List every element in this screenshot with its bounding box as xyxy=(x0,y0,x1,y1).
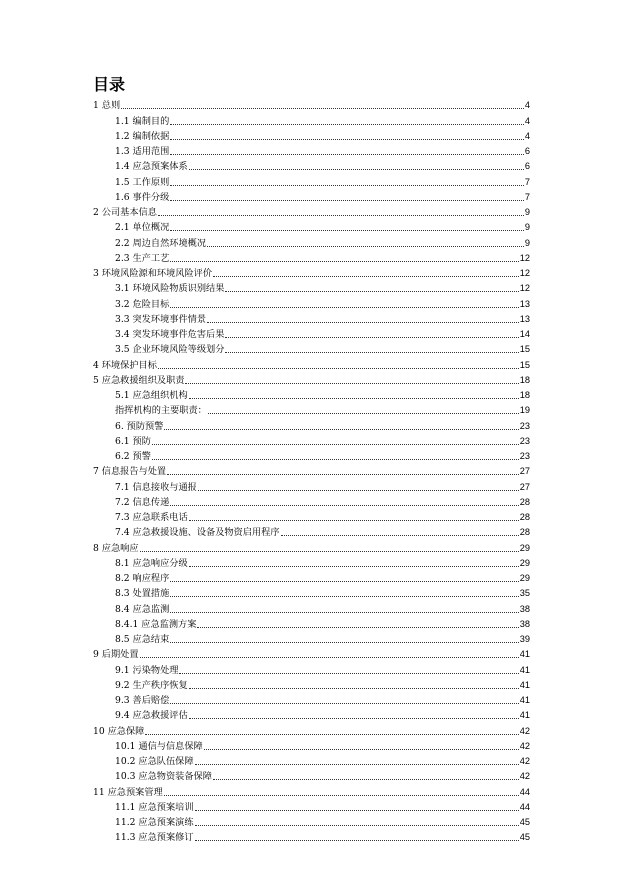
toc-entry[interactable] xyxy=(93,340,530,355)
toc-entry[interactable] xyxy=(93,157,530,172)
dot-leader xyxy=(189,520,519,521)
dot-leader xyxy=(170,612,518,613)
dot-leader xyxy=(207,322,519,323)
dot-leader xyxy=(170,124,524,125)
toc-entry[interactable] xyxy=(93,355,530,370)
toc-entry-page-number: 27 xyxy=(519,481,530,492)
toc-entry-page-number: 28 xyxy=(519,512,530,522)
toc-entry-label: 5 应急救援组织及职责 xyxy=(93,374,185,386)
toc-entry-label: 1.2 编制依据 xyxy=(115,130,170,142)
toc-entry-label: 9 后期处置 xyxy=(93,649,139,661)
toc-entry-label: 8.2 响应程序 xyxy=(115,573,170,584)
toc-entry-label: 11.2 应急预案演练 xyxy=(115,817,194,828)
toc-entry[interactable] xyxy=(93,432,530,447)
toc-entry[interactable] xyxy=(93,615,530,630)
toc-entry-page-number: 45 xyxy=(519,817,530,827)
toc-entry[interactable] xyxy=(93,325,530,340)
toc-entry[interactable] xyxy=(93,447,530,462)
toc-entry-label: 指挥机构的主要职责： xyxy=(115,405,207,417)
toc-entry[interactable] xyxy=(93,172,530,187)
toc-entry-label: 2.3 生产工艺 xyxy=(115,252,170,264)
toc-entry-page-number: 41 xyxy=(519,710,530,721)
toc-entry-label: 3.4 突发环境事件危害后果 xyxy=(115,329,225,340)
toc-entry-page-number: 7 xyxy=(524,176,530,187)
dot-leader xyxy=(189,718,519,719)
toc-entry[interactable] xyxy=(93,630,530,645)
toc-entry-label: 8.5 应急结束 xyxy=(115,634,170,645)
toc-entry-page-number: 44 xyxy=(519,786,530,797)
toc-entry-label: 7.1 信息接收与通报 xyxy=(115,481,197,493)
toc-entry-label: 3 环境风险源和环境风险评价 xyxy=(93,268,213,279)
toc-entry-page-number: 28 xyxy=(519,527,530,538)
toc-entry-page-number: 4 xyxy=(524,115,530,126)
dot-leader xyxy=(207,246,524,247)
toc-entry-page-number: 29 xyxy=(519,542,530,553)
toc-entry[interactable] xyxy=(93,111,530,126)
toc-entry[interactable] xyxy=(93,96,530,111)
toc-entry-label: 7.3 应急联系电话 xyxy=(115,512,188,523)
toc-entry-page-number: 23 xyxy=(519,435,530,446)
toc-entry[interactable] xyxy=(93,538,530,553)
toc-entry-label: 8 应急响应 xyxy=(93,542,139,554)
toc-entry-label: 2.1 单位概况 xyxy=(115,222,170,234)
dot-leader xyxy=(189,169,524,170)
toc-entry-page-number: 19 xyxy=(519,405,530,416)
toc-entry[interactable] xyxy=(93,706,530,721)
dot-leader xyxy=(170,642,518,643)
toc-entry-label: 11.3 应急预案修订 xyxy=(115,832,194,844)
toc-entry-page-number: 29 xyxy=(519,557,530,568)
toc-entry[interactable] xyxy=(93,493,530,508)
dot-leader xyxy=(164,429,518,430)
toc-entry-page-number: 15 xyxy=(519,344,530,355)
toc-entry-page-number: 39 xyxy=(519,634,530,644)
toc-entry[interactable] xyxy=(93,294,530,309)
toc-entry[interactable] xyxy=(93,554,530,569)
toc-entry-page-number: 13 xyxy=(519,313,530,324)
toc-entry-label: 6.1 预防 xyxy=(115,435,151,447)
toc-entry-page-number: 42 xyxy=(519,725,530,736)
toc-entry-page-number: 23 xyxy=(519,451,530,461)
toc-entry[interactable] xyxy=(93,782,530,797)
toc-entry[interactable] xyxy=(93,218,530,233)
toc-entry-page-number: 4 xyxy=(524,130,530,141)
toc-entry-label: 11 应急预案管理 xyxy=(93,786,163,798)
toc-entry-page-number: 44 xyxy=(519,801,530,812)
dot-leader xyxy=(170,261,518,262)
toc-entry[interactable] xyxy=(93,310,530,325)
toc-entry[interactable] xyxy=(93,828,530,843)
toc-entry[interactable] xyxy=(93,645,530,660)
toc-entry-page-number: 12 xyxy=(519,268,530,278)
toc-entry[interactable] xyxy=(93,264,530,279)
toc-entry-label: 8.4 应急监测 xyxy=(115,603,170,615)
toc-entry-label: 1.5 工作原则 xyxy=(115,176,170,188)
dot-leader xyxy=(225,352,518,353)
toc-entry[interactable] xyxy=(93,401,530,416)
toc-entry[interactable] xyxy=(93,599,530,614)
toc-entry-label: 5.1 应急组织机构 xyxy=(115,390,188,401)
toc-entry-label: 3.5 企业环境风险等级划分 xyxy=(115,344,225,356)
toc-entry-label: 8.4.1 应急监测方案 xyxy=(115,618,197,630)
toc-entry-page-number: 35 xyxy=(519,588,530,599)
dot-leader xyxy=(195,764,519,765)
toc-entry-label: 1.1 编制目的 xyxy=(115,115,170,127)
toc-entry[interactable] xyxy=(93,737,530,752)
toc-entry[interactable] xyxy=(93,188,530,203)
toc-entry-label: 11.1 应急预案培训 xyxy=(115,801,194,813)
toc-entry-label: 3.3 突发环境事件情景 xyxy=(115,313,207,325)
toc-entry-label: 8.3 处置措施 xyxy=(115,588,170,600)
toc-entry[interactable] xyxy=(93,523,530,538)
dot-leader xyxy=(213,276,519,277)
dot-leader xyxy=(195,810,519,811)
toc-entry[interactable] xyxy=(93,416,530,431)
toc-entry[interactable] xyxy=(93,584,530,599)
toc-entry-page-number: 6 xyxy=(524,161,530,172)
toc-entry-label: 9.3 善后赔偿 xyxy=(115,695,170,706)
dot-leader xyxy=(170,703,518,704)
dot-leader xyxy=(185,383,518,384)
toc-entry[interactable] xyxy=(93,676,530,691)
dot-leader xyxy=(170,596,518,597)
toc-entry[interactable] xyxy=(93,386,530,401)
toc-entry[interactable] xyxy=(93,721,530,736)
dot-leader xyxy=(281,535,519,536)
toc-entry-label: 9.1 污染物处理 xyxy=(115,664,179,676)
toc-entry-page-number: 18 xyxy=(519,374,530,385)
toc-entry[interactable] xyxy=(93,127,530,142)
toc-entry-page-number: 9 xyxy=(524,222,530,233)
toc-entry-label: 6.2 预警 xyxy=(115,451,151,462)
toc-entry-page-number: 14 xyxy=(519,329,530,339)
dot-leader xyxy=(152,444,519,445)
dot-leader xyxy=(179,673,518,674)
toc-entry[interactable] xyxy=(93,249,530,264)
dot-leader xyxy=(164,795,519,796)
toc-entry-label: 6. 预防预警 xyxy=(115,420,164,432)
dot-leader xyxy=(170,581,518,582)
dot-leader xyxy=(170,185,524,186)
toc-entry[interactable] xyxy=(93,371,530,386)
dot-leader xyxy=(198,490,519,491)
toc-entry-label: 1 总则 xyxy=(93,100,121,112)
toc-entry-page-number: 6 xyxy=(524,146,530,156)
toc-entry-page-number: 9 xyxy=(524,237,530,248)
dot-leader xyxy=(197,627,518,628)
dot-leader xyxy=(204,749,519,750)
toc-entry-label: 10.2 应急队伍保障 xyxy=(115,756,194,767)
dot-leader xyxy=(208,413,519,414)
toc-entry-page-number: 42 xyxy=(519,740,530,751)
toc-entry[interactable] xyxy=(93,569,530,584)
toc-entry[interactable] xyxy=(93,752,530,767)
toc-entry-page-number: 9 xyxy=(524,207,530,217)
dot-leader xyxy=(225,337,518,338)
dot-leader xyxy=(195,825,519,826)
toc-entry-page-number: 38 xyxy=(519,618,530,629)
dot-leader xyxy=(140,657,519,658)
toc-entry-page-number: 38 xyxy=(519,603,530,614)
toc-entry-label: 9.4 应急救援评估 xyxy=(115,710,188,722)
dot-leader xyxy=(158,215,524,216)
toc-entry-label: 8.1 应急响应分级 xyxy=(115,557,188,569)
toc-entry-label: 9.2 生产秩序恢复 xyxy=(115,679,188,691)
toc-entry-label: 10.3 应急物资装备保障 xyxy=(115,771,212,783)
toc-entry-page-number: 7 xyxy=(524,191,530,202)
toc-entry-label: 7.4 应急救援设施、设备及物资启用程序 xyxy=(115,527,280,539)
toc-entry-page-number: 27 xyxy=(519,466,530,477)
toc-entry-page-number: 45 xyxy=(519,832,530,843)
toc-entry-page-number: 18 xyxy=(519,390,530,400)
dot-leader xyxy=(189,688,519,689)
toc-entry[interactable] xyxy=(93,660,530,675)
dot-leader xyxy=(225,291,518,292)
dot-leader xyxy=(170,200,524,201)
toc-entry-label: 1.6 事件分级 xyxy=(115,191,170,203)
toc-entry[interactable] xyxy=(93,142,530,157)
toc-entry[interactable] xyxy=(93,279,530,294)
toc-entry-page-number: 15 xyxy=(519,359,530,370)
dot-leader xyxy=(140,551,519,552)
toc-entry-label: 7 信息报告与处置 xyxy=(93,466,167,478)
dot-leader xyxy=(145,734,518,735)
dot-leader xyxy=(189,566,519,567)
dot-leader xyxy=(195,840,519,841)
toc-entry-label: 2 公司基本信息 xyxy=(93,207,157,218)
toc-entry-label: 4 环境保护目标 xyxy=(93,359,157,371)
toc-entry[interactable] xyxy=(93,508,530,523)
toc-title: 目录 xyxy=(93,75,126,94)
dot-leader xyxy=(189,398,519,399)
toc-entry-label: 1.3 适用范围 xyxy=(115,146,170,157)
toc-entry[interactable] xyxy=(93,477,530,492)
toc-entry[interactable] xyxy=(93,203,530,218)
toc-entry-label: 1.4 应急预案体系 xyxy=(115,161,188,173)
toc-entry-page-number: 42 xyxy=(519,756,530,766)
dot-leader xyxy=(152,459,519,460)
dot-leader xyxy=(213,779,519,780)
toc-entry-page-number: 28 xyxy=(519,496,530,507)
toc-entry-page-number: 42 xyxy=(519,771,530,782)
toc-entry[interactable] xyxy=(93,767,530,782)
dot-leader xyxy=(170,505,518,506)
toc-entry-page-number: 12 xyxy=(519,283,530,294)
toc-entry-page-number: 41 xyxy=(519,649,530,660)
toc-entry-page-number: 13 xyxy=(519,298,530,309)
toc-entry[interactable] xyxy=(93,813,530,828)
toc-entry[interactable] xyxy=(93,798,530,813)
toc-entry-label: 3.1 环境风险物质识别结果 xyxy=(115,283,225,295)
table-of-contents xyxy=(93,96,530,843)
toc-entry-label: 10.1 通信与信息保障 xyxy=(115,740,203,752)
toc-entry-page-number: 4 xyxy=(524,100,530,111)
dot-leader xyxy=(170,230,524,231)
toc-entry-page-number: 41 xyxy=(519,679,530,690)
toc-entry[interactable] xyxy=(93,462,530,477)
toc-entry-label: 7.2 信息传递 xyxy=(115,496,170,508)
toc-entry-label: 3.2 危险目标 xyxy=(115,298,170,310)
toc-entry[interactable] xyxy=(93,233,530,248)
dot-leader xyxy=(121,108,524,109)
dot-leader xyxy=(170,307,518,308)
toc-entry-label: 2.2 周边自然环境概况 xyxy=(115,237,207,249)
toc-entry-page-number: 41 xyxy=(519,664,530,675)
toc-entry[interactable] xyxy=(93,691,530,706)
toc-entry-page-number: 23 xyxy=(519,420,530,431)
toc-entry-page-number: 12 xyxy=(519,252,530,263)
toc-entry-page-number: 41 xyxy=(519,695,530,705)
dot-leader xyxy=(158,368,519,369)
dot-leader xyxy=(167,474,519,475)
toc-entry-label: 10 应急保障 xyxy=(93,725,145,737)
toc-entry-page-number: 29 xyxy=(519,573,530,583)
dot-leader xyxy=(170,139,524,140)
dot-leader xyxy=(170,154,524,155)
